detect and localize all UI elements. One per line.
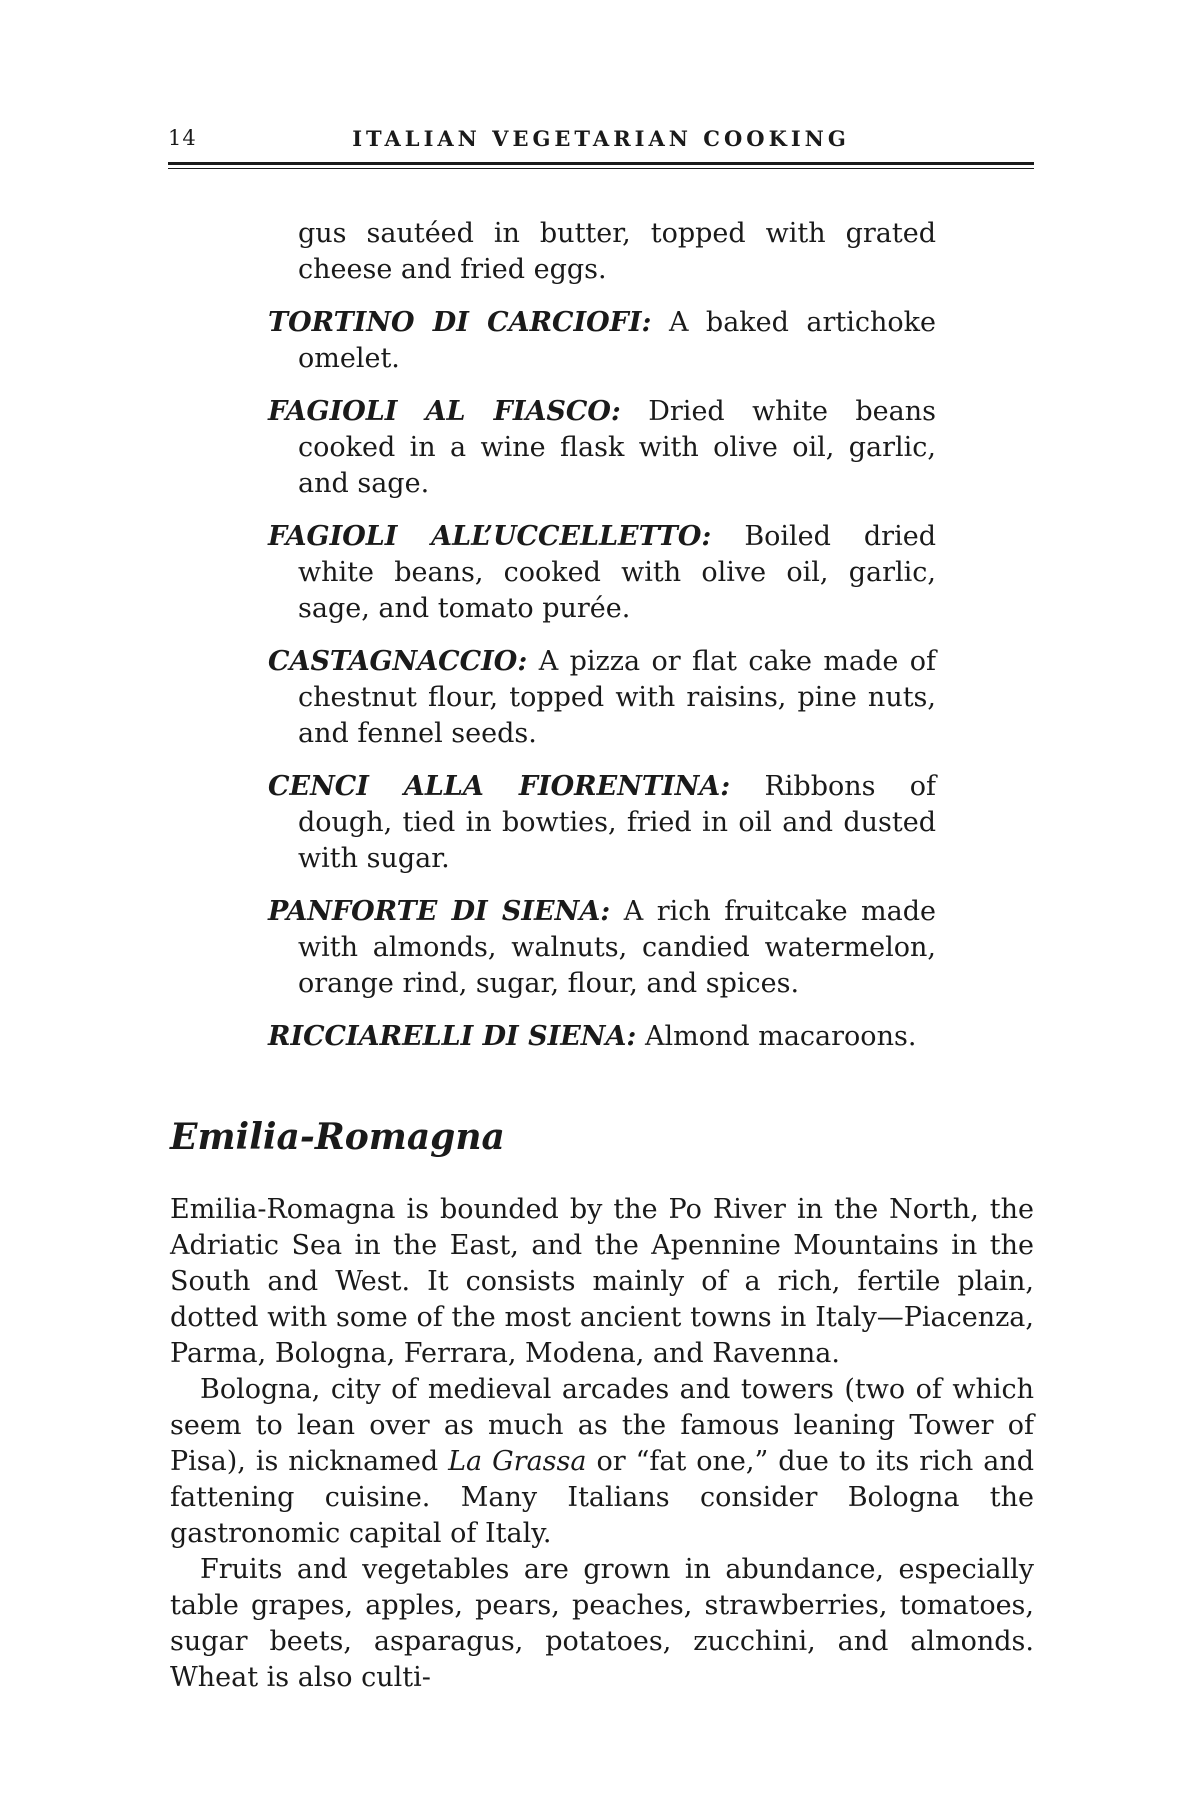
nickname-emphasis: La Grassa bbox=[448, 1446, 587, 1477]
glossary-definition: Almond macaroons. bbox=[644, 1021, 917, 1052]
glossary-list bbox=[268, 216, 936, 1072]
running-title: ITALIAN VEGETARIAN COOKING bbox=[352, 126, 850, 151]
body-paragraph: Fruits and vegetables are grown in abundance, especially table grapes, apples, pears, peaches, strawberries, tomatoes, sugar beets, asparagus, potatoes, zucchini, and almonds. Wheat is also culti- bbox=[170, 1554, 1034, 1693]
glossary-term: PANFORTE DI SIENA: bbox=[268, 896, 611, 927]
page-number: 14 bbox=[168, 126, 197, 150]
glossary-definition: A rich fruitcake made with almonds, walnuts, candied watermelon, orange rind, sugar, flour, and spices. bbox=[298, 896, 936, 999]
section-heading: Emilia-Romagna bbox=[170, 1116, 505, 1158]
glossary-term: RICCIARELLI DI SIENA: bbox=[268, 1021, 637, 1052]
glossary-definition: Boiled dried white beans, cooked with olive oil, garlic, sage, and tomato purée. bbox=[298, 521, 936, 624]
glossary-continuation: gus sautéed in butter, topped with grated cheese and fried eggs. bbox=[298, 218, 936, 285]
body-paragraph bbox=[170, 1372, 1034, 1552]
glossary-entry bbox=[268, 1019, 936, 1055]
glossary-entry bbox=[268, 305, 936, 377]
paragraph-text: or “fat one,” due to its rich and fattening cuisine. Many Italians consider Bologna the gastronomic capital of Italy. bbox=[170, 1446, 1035, 1549]
glossary-entry bbox=[268, 519, 936, 627]
header-rule-thin bbox=[168, 168, 1034, 169]
body-paragraph: Emilia-Romagna is bounded by the Po River in the North, the Adriatic Sea in the East, and the Apennine Mountains in the South and West. It consists mainly of a rich, fertile plain, dotted with some of the most ancient towns in Italy—Piacenza, Parma, Bologna, Ferrara, Modena, and Ravenna. bbox=[170, 1194, 1034, 1369]
page-header bbox=[168, 126, 1034, 156]
glossary-term: CENCI ALLA FIORENTINA: bbox=[268, 771, 731, 802]
glossary-term: CASTAGNACCIO: bbox=[268, 646, 528, 677]
glossary-definition: Ribbons of dough, tied in bowties, fried in oil and dusted with sugar. bbox=[298, 771, 936, 874]
glossary-entry bbox=[268, 644, 936, 752]
section-body bbox=[170, 1192, 1034, 1696]
glossary-term: FAGIOLI AL FIASCO: bbox=[268, 396, 621, 427]
paragraph-text: Bologna, city of medieval arcades and towers (two of which seem to lean over as much as the famous leaning Tower of Pisa), is nicknamed bbox=[170, 1374, 1034, 1477]
glossary-definition: Dried white beans cooked in a wine flask with olive oil, garlic, and sage. bbox=[298, 396, 936, 499]
header-rule-thick bbox=[168, 162, 1034, 165]
glossary-entry bbox=[268, 769, 936, 877]
glossary-entry bbox=[268, 394, 936, 502]
glossary-definition: A baked artichoke omelet. bbox=[298, 307, 937, 374]
glossary-term: FAGIOLI ALL’UCCELLETTO: bbox=[268, 521, 712, 552]
glossary-term: TORTINO DI CARCIOFI: bbox=[268, 307, 652, 338]
glossary-definition: A pizza or flat cake made of chestnut flour, topped with raisins, pine nuts, and fennel seeds. bbox=[298, 646, 936, 749]
glossary-entry bbox=[268, 894, 936, 1002]
